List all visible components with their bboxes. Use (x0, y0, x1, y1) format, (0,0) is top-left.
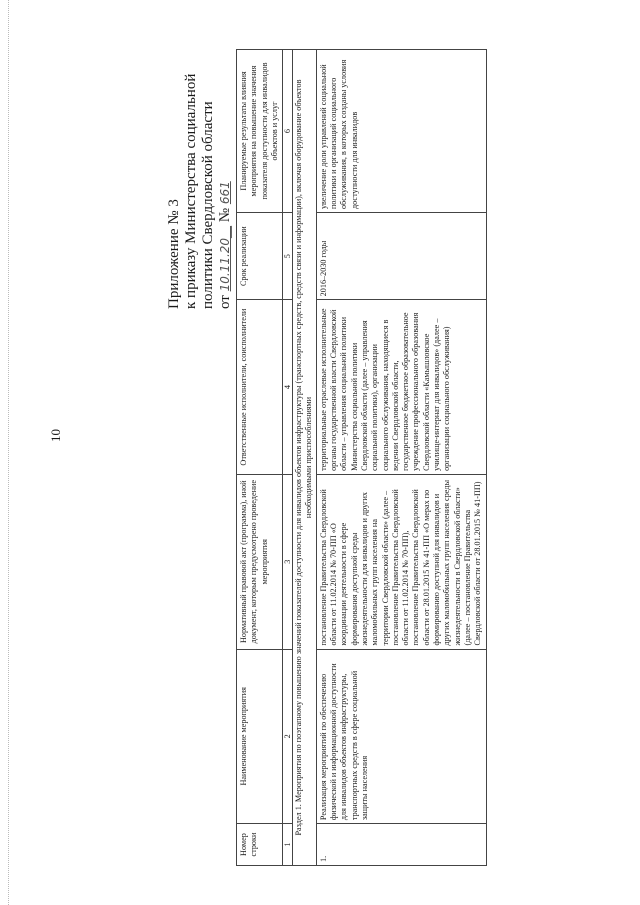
header-legal-act: Нормативный правовой акт (программа), иной документ, которым предусмотрено проведение мероприятия (237, 474, 283, 649)
row-number: 1. (316, 824, 486, 866)
term: 2016–2030 годы (316, 213, 486, 300)
header-measure-name: Наименование мероприятия (237, 649, 283, 824)
legal-act: постановление Правительства Свердловской области от 11.02.2014 № 70-ПП «О координации деятельности в сфере формирования доступной среды жизнедеятельности для инвалидов и других маломобильных групп населения на территории Свердловской области» (далее – постановление Правительства Свердловской области от 11.02.2014 № 70-ПП), постановление Правительства Свердловской области от 28.01.2015 № 41-ПП «О мерах по формированию доступной для инвалидов и других маломобильных групп населения среды жизнедеятельности в Свердловской области» (далее – постановление Правительства Свердловской области от 28.01.2015 № 41-ПП) (316, 474, 486, 649)
column-number: 5 (283, 213, 293, 300)
section-title: Раздел 1. Мероприятия по поэтапному повышению значений показателей доступности для инвалидов объектов инфраструктуры (транспортных средств, средств связи и информации), включая оборудование объектов необходимыми приспособлениями (293, 50, 317, 866)
date-prefix: от (217, 295, 233, 309)
page-number: 10 (48, 429, 63, 442)
executors: территориальные отраслевые исполнительные органы государственной власти Свердловской области – управления социальной политики Министерства социальной политики Свердловской области (далее – управления социальной политики), организации социального обслуживания, находящиеся в ведении Свердловской области, государственное бюджетное образовательное учреждение профессионального образования Свердловской области «Камышловское училище-интернат для инвалидов» (далее – организации социального обслуживания) (316, 300, 486, 475)
header-row-number: Номер строки (237, 824, 283, 866)
measures-table (236, 49, 487, 866)
handwritten-order-number: 661 (218, 181, 232, 205)
header-results: Планируемые результаты влияния мероприятия на повышение значения показателя доступности для инвалидов объектов и услуг (237, 50, 283, 213)
column-number: 3 (283, 474, 293, 649)
order-date-line (217, 49, 234, 309)
table-header-row (237, 50, 283, 866)
order-reference-line: к приказу Министерства социальной (183, 73, 199, 309)
handwritten-date: 10.11.20__ (218, 225, 232, 292)
header-term: Срок реализации (237, 213, 283, 300)
number-prefix: № (217, 207, 233, 223)
section-row (293, 50, 317, 866)
planned-result: увеличение доли управлений социальной политики и организаций социального обслуживания, в которых созданы условия доступности для инвалидов (316, 50, 486, 213)
appendix-header (166, 49, 234, 309)
column-number: 4 (283, 300, 293, 475)
column-number: 1 (283, 824, 293, 866)
column-number: 6 (283, 50, 293, 213)
document-sheet (162, 44, 632, 874)
header-executors: Ответственные исполнители, соисполнители (237, 300, 283, 475)
measure-name: Реализация мероприятий по обеспечению физической и информационной доступности для инвалидов объектов инфраструктуры, транспортных средств в сфере социальной защиты населения (316, 649, 486, 824)
appendix-title: Приложение № 3 (166, 199, 182, 309)
column-number: 2 (283, 649, 293, 824)
column-numbers-row (283, 50, 293, 866)
table-row (316, 50, 486, 866)
ministry-line: политики Свердловской области (200, 101, 216, 309)
scan-edge-line (8, 0, 9, 905)
